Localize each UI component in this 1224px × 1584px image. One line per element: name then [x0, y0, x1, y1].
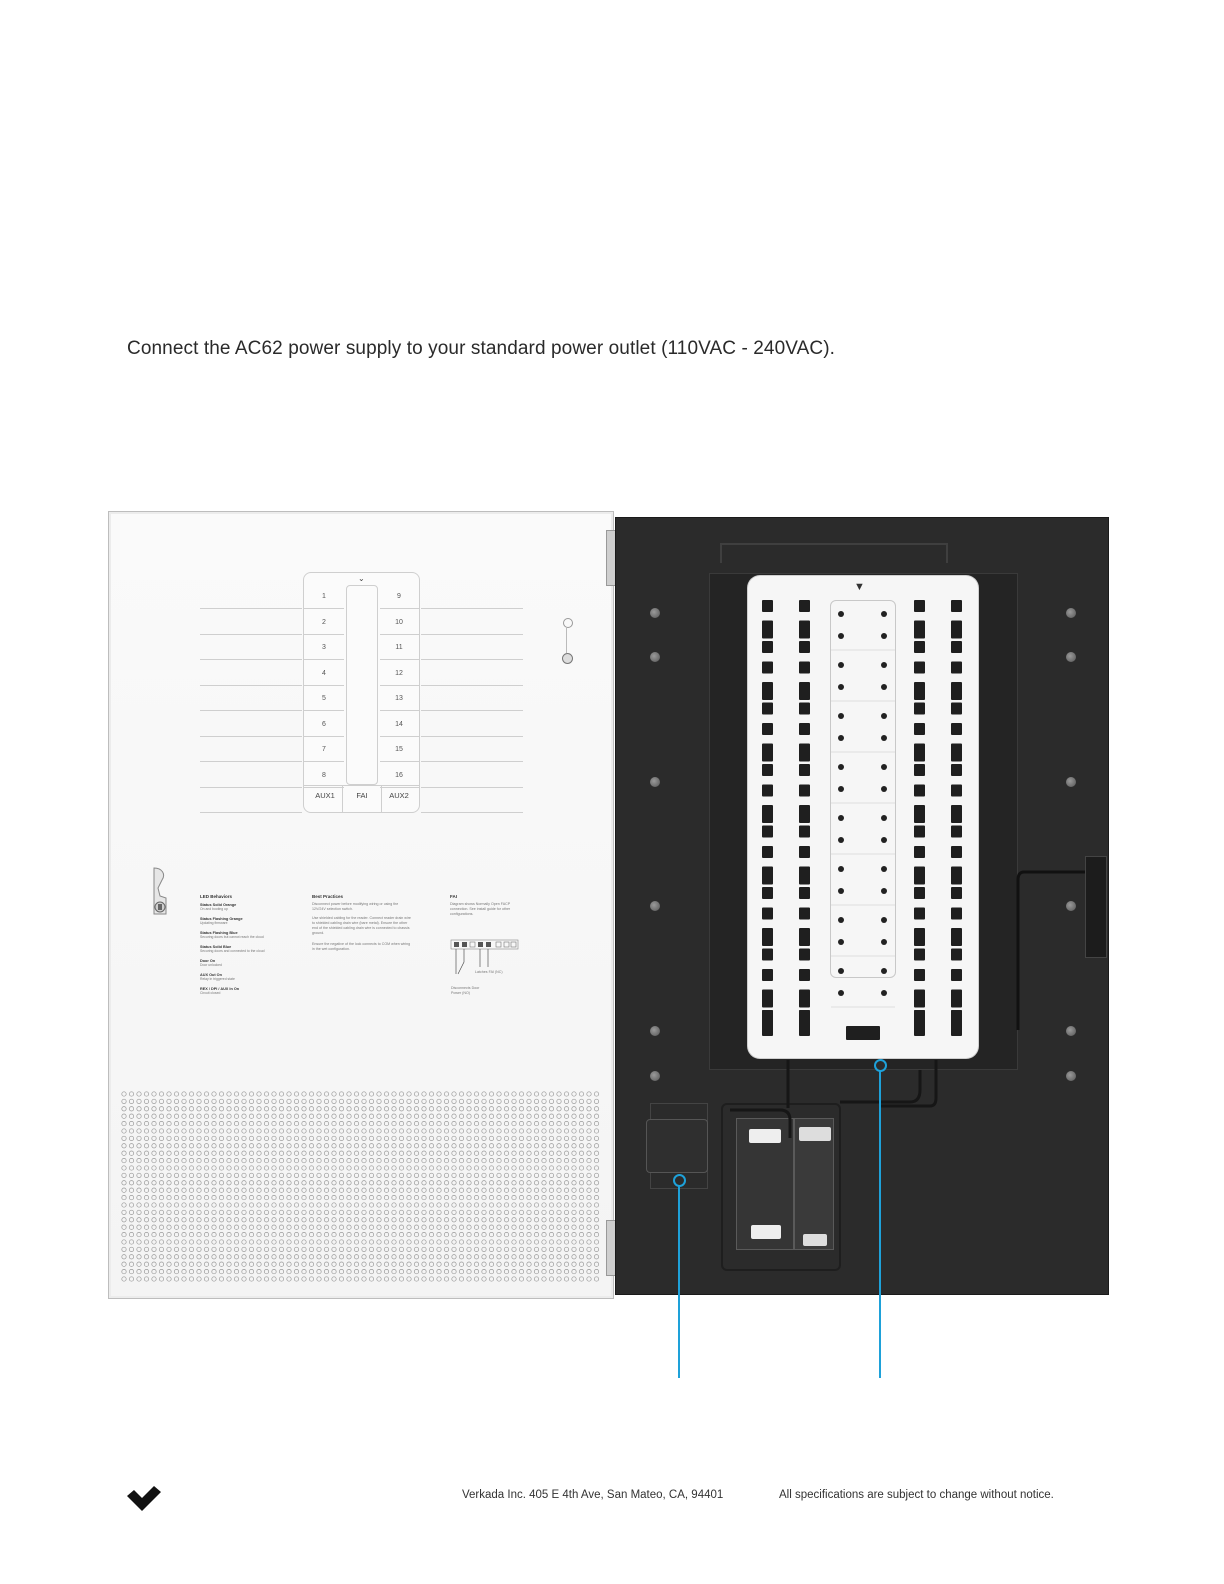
best-practice-3: Ensure the negative of the lock connects to COM when wiring in the wet configuration. [312, 942, 411, 951]
door-number-13: 13 [395, 695, 403, 702]
verkada-logo-icon: ▼ [854, 581, 865, 593]
door-lock-icon[interactable] [148, 866, 172, 924]
led-behavior-line-0: Status Solid Orange [200, 903, 237, 907]
led-behavior-line-5: Securing doors but cannot reach the cloud [200, 935, 264, 939]
fai-label: FAI [356, 791, 368, 800]
door-number-14: 14 [395, 720, 403, 728]
door-number-2: 2 [322, 618, 326, 626]
tamper-switch-icon [562, 653, 573, 664]
verkada-mark-icon: ⌄ [358, 574, 365, 583]
screw-icon [650, 608, 660, 618]
door-number-15: 15 [395, 746, 403, 753]
led-behavior-line-12: REX / DPI / AUX In On [200, 987, 240, 991]
screw-icon [650, 652, 660, 662]
controller-board [748, 576, 978, 1058]
fai-label-disconnects: Disconnects Door Power (NO) [451, 986, 480, 995]
led-behavior-line-4: Status Flashing Blue [200, 931, 238, 935]
callout-line-controller [879, 1070, 881, 1378]
footer-disclaimer: All specifications are subject to change without notice. [779, 1489, 1054, 1501]
fai-wiring-diagram [450, 922, 520, 992]
aux2-label: AUX2 [389, 791, 409, 800]
screw-icon [650, 777, 660, 787]
footer-address: Verkada Inc. 405 E 4th Ave, San Mateo, CA, 94401 [462, 1489, 724, 1501]
fai-description: Diagram shows Normally Open FACP connection. See install guide for other configurations. [450, 902, 511, 916]
led-light-pipe [346, 585, 378, 785]
door-ventilation-holes [120, 1090, 604, 1284]
fai-label-latches: Latches FAI (NC) [475, 970, 503, 974]
door-number-10: 10 [395, 618, 403, 626]
door-number-4: 4 [322, 669, 326, 677]
led-behavior-line-10: AUX Out On [200, 973, 222, 977]
callout-line-power-supply [678, 1185, 680, 1378]
screw-icon [650, 1026, 660, 1036]
cable-guide-rail [720, 543, 948, 563]
screw-icon [650, 1071, 660, 1081]
best-practices-title: Best Practices [312, 894, 344, 899]
led-behavior-line-2: Status Flashing Orange [200, 917, 243, 921]
door-number-3: 3 [322, 644, 326, 651]
door-number-12: 12 [395, 669, 403, 677]
led-indicator-card [303, 572, 420, 813]
screw-icon [650, 901, 660, 911]
screw-icon [1066, 1071, 1076, 1081]
led-behavior-line-13: Circuit closed [200, 991, 221, 995]
door-number-6: 6 [322, 720, 326, 728]
led-behavior-line-1: On and booting up [200, 907, 228, 911]
led-behavior-line-6: Status Solid Blue [200, 945, 232, 949]
led-behavior-line-3: Updating firmware [200, 921, 228, 925]
door-number-1: 1 [322, 593, 326, 600]
led-behavior-line-8: Door On [200, 959, 216, 963]
door-number-5: 5 [322, 695, 326, 702]
led-behavior-line-7: Securing doors and connected to the cloud [200, 949, 265, 953]
fai-title: FAI [450, 894, 458, 899]
terminal-blocks [748, 576, 978, 1058]
aux1-label: AUX1 [315, 791, 335, 800]
power-outlet-box [646, 1119, 708, 1173]
screw-icon [1066, 777, 1076, 787]
verkada-logo-icon [126, 1486, 162, 1514]
instruction-text: Connect the AC62 power supply to your standard power outlet (110VAC - 240VAC). [127, 338, 836, 359]
door-number-16: 16 [395, 771, 403, 779]
door-number-11: 11 [395, 644, 403, 651]
best-practice-2: Use shielded cabling for the reader. Connect reader drain wire to shielded cabling drain wire (bare metal). Ensure the other end of the shielded cabling drain wire is connected to chassis ground. [312, 916, 411, 935]
power-cabling [700, 1060, 960, 1140]
screw-icon [1066, 608, 1076, 618]
led-behavior-line-11: Relay in triggered state [200, 977, 235, 981]
cabling [1010, 860, 1090, 1040]
led-behaviors-title: LED Behaviors [200, 894, 233, 899]
led-behavior-line-9: Door unlocked [200, 963, 222, 967]
best-practice-1: Disconnect power before modifying wiring or using the 12V/24V selection switch. [312, 902, 399, 911]
door-number-8: 8 [322, 771, 326, 779]
door-number-9: 9 [397, 593, 401, 600]
tamper-indicator-icon [563, 618, 573, 628]
screw-icon [1066, 652, 1076, 662]
door-number-7: 7 [322, 746, 326, 753]
